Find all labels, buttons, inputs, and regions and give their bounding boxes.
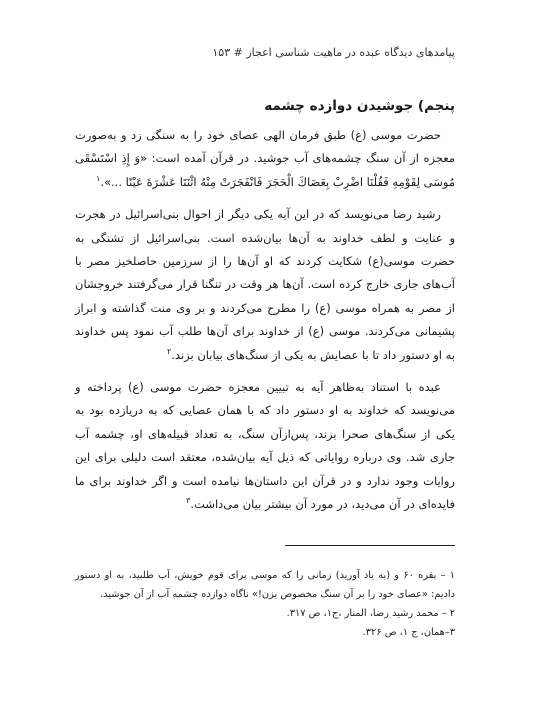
quote-close: ». <box>100 174 112 189</box>
footnote-3: ۳–همان، ج ۱، ص ۳۲۶. <box>362 627 455 638</box>
paragraph-3 <box>75 376 455 516</box>
paragraph-2-text: رشید رضا می‌نویسد که در این آیه یکی دیگر از احوال بنی‌اسرائیل در هجرت و عنایت و لطف خداوند به آن‌ها بیان‌شده است. بنی‌اسرائیل از تشنگی به حضرت موسی(ع) شکایت کردند که او آن‌ها را از سرزمین حاصلخیز مصر با آب‌های جاری خارج کرده است. آن‌ها هر وقت در تنگنا قرار می‌گرفتند خروجشان از مصر به همراه موسی (ع) را مطرح می‌کردند و بر وی منت گذاشته و ابراز پشیمانی می‌کردند. موسی (ع) از خداوند برای آن‌ها طلب آب نمود پس خداوند به او دستور داد تا با عصایش به یکی از سنگ‌های بیابان بزند. <box>75 207 455 362</box>
paragraph-1 <box>75 124 455 194</box>
paragraph-2 <box>75 203 455 367</box>
footnote-ref-3: ۳ <box>186 496 191 506</box>
footnotes <box>75 566 455 642</box>
quran-verse: وَ إِذِ اسْتَسْقَى مُوسَى لِقَوْمِهِ فَقُلْنَا اضْرِبْ بِعَصَاكَ الْحَجَرَ فَانْفَجَرَتْ مِنْهُ اثْنَتَا عَشْرَةَ عَيْنًا ... <box>75 151 455 189</box>
footnote-ref-1: ۱ <box>96 173 101 183</box>
paragraph-1-text: حضرت موسی (ع) طبق فرمان الهی عصای خود را به سنگی زد و به‌صورت معجزه از آن سنگ چشمه‌های آب جوشید. در قرآن آمده است: « <box>75 128 455 166</box>
running-header: پیامدهای دیدگاه عبده در ماهیت شناسی اعجاز # ۱۵۳ <box>212 46 455 59</box>
footnote-1: ۱ – بقره ۶۰ و (به یاد آورید) زمانی را که موسی برای قوم خویش، آب طلبید، به او دستور دادیم: «عصای خود را بر آن سنگ مخصوص بزن!» ناگاه دوازده چشمه آب از آن جوشید. <box>75 570 456 600</box>
footnote-2: ۲ – محمد رشید رضا، المنار ،ج۱، ص ۳۱۷. <box>286 608 455 619</box>
paragraph-3-text: عبده با استناد به‌ظاهر آیه به تبیین معجزه حضرت موسی (ع) پرداخته و می‌نویسد که خداوند به او دستور داد که با همان عصایی که به دریازده بود به یکی از سنگ‌های صحرا بزند، پس‌ازآن سنگ، به تعداد قبیله‌های او، چشمه آب جاری شد. وی درباره روایاتی که ذیل آیه بیان‌شده، معتقد است دلیلی برای این روایات وجود ندارد و در قرآن این داستان‌ها نیامده است و اگر خداوند برای ما فایده‌ای در آن می‌دید، در مورد آن بیشتر بیان می‌داشت. <box>75 380 455 512</box>
section-heading: پنجم) جوشیدن دوازده چشمه <box>264 98 455 114</box>
footnote-divider <box>285 545 455 546</box>
body-text <box>75 124 455 526</box>
footnote-ref-2: ۲ <box>166 346 172 356</box>
